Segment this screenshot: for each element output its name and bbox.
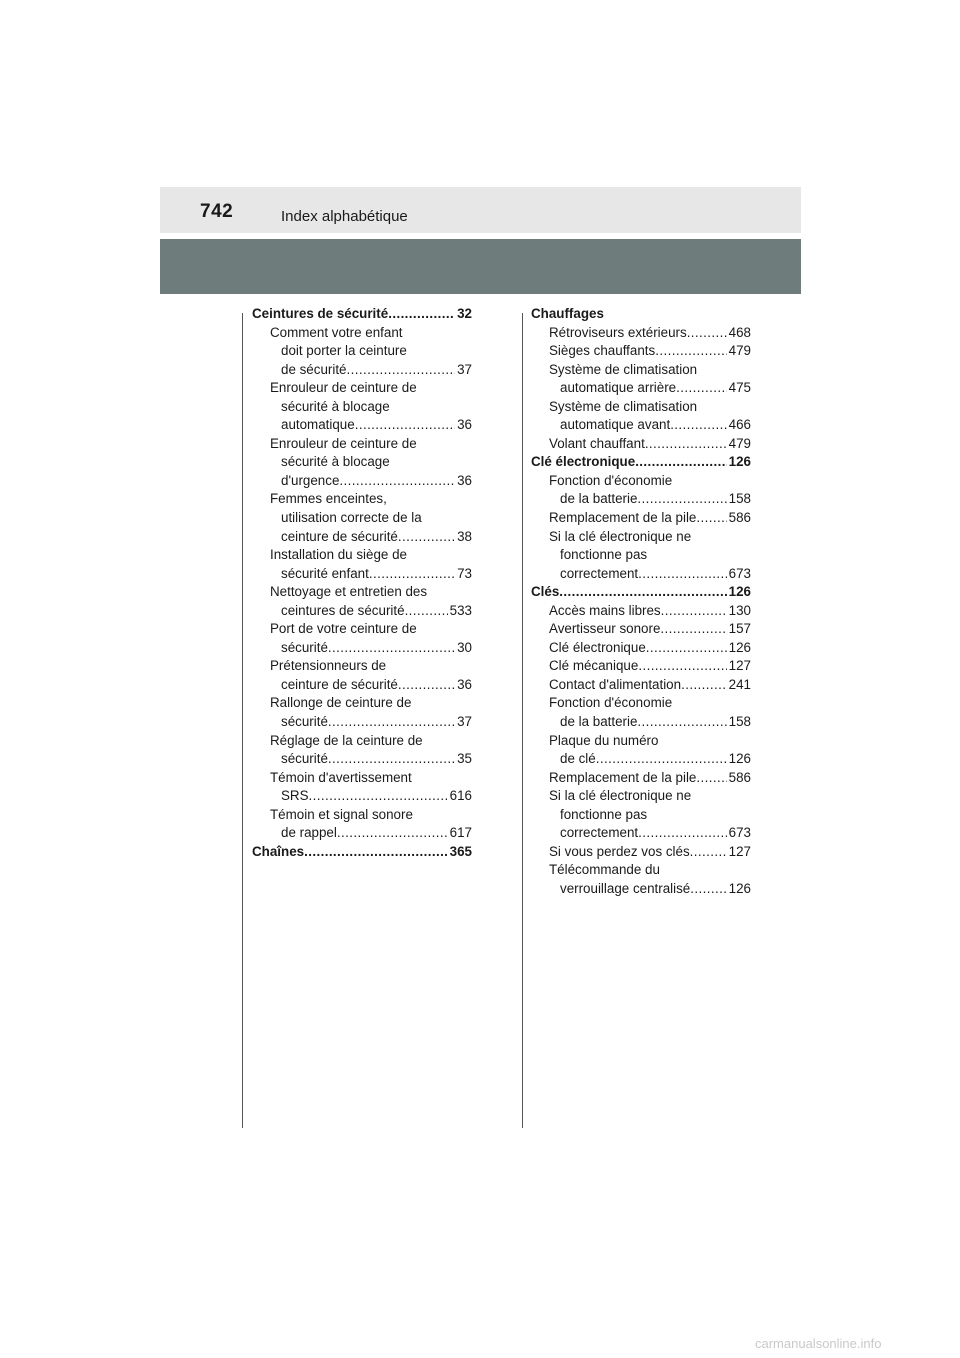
dot-leader [696, 509, 726, 528]
index-subentry [531, 824, 751, 843]
page-reference: 36 [457, 676, 472, 692]
dot-leader [405, 602, 448, 621]
entry-text: utilisation correcte de la [281, 510, 422, 526]
index-entry [531, 305, 751, 324]
entry-text: ceintures de sécurité [281, 602, 405, 618]
index-subentry [252, 620, 472, 639]
index-subentry [531, 565, 751, 584]
dot-leader [687, 324, 727, 343]
index-subentry [531, 509, 751, 528]
dot-leader [328, 639, 455, 658]
index-subentry [252, 769, 472, 788]
entry-text: Clé électronique [549, 639, 646, 655]
entry-text: Prétensionneurs de [270, 658, 387, 674]
page-reference: 126 [728, 639, 751, 655]
page-reference: 586 [728, 510, 751, 526]
entry-text: Remplacement de la pile [549, 769, 697, 785]
index-subentry [252, 361, 472, 380]
dot-leader [337, 824, 448, 843]
page-reference: 533 [449, 602, 472, 618]
entry-text: Si vous perdez vos clés [549, 843, 690, 859]
page-reference: 126 [728, 880, 751, 896]
page-reference: 36 [457, 417, 472, 433]
dot-leader [339, 472, 455, 491]
dot-leader [304, 843, 448, 862]
dot-leader [638, 824, 727, 843]
entry-text: fonctionne pas [560, 547, 648, 563]
entry-text: de clé [560, 751, 596, 767]
entry-text: Réglage de la ceinture de [270, 732, 423, 748]
index-subentry [252, 694, 472, 713]
entry-text: de rappel [281, 825, 337, 841]
entry-text: Système de climatisation [549, 398, 698, 414]
page-reference: 126 [728, 751, 751, 767]
entry-text: Ceintures de sécurité [252, 306, 389, 321]
watermark: carmanualsonline.info [755, 1336, 882, 1351]
dot-leader [690, 843, 727, 862]
index-subentry [531, 546, 751, 565]
page-reference: 32 [457, 306, 472, 321]
entry-text: Témoin et signal sonore [270, 806, 413, 822]
page-reference: 479 [728, 435, 751, 451]
index-subentry [531, 806, 751, 825]
dot-leader [635, 453, 726, 472]
page-reference: 73 [457, 565, 472, 581]
dot-leader [355, 416, 455, 435]
entry-text: Avertisseur sonore [549, 621, 661, 637]
index-subentry [252, 583, 472, 602]
index-subentry [252, 472, 472, 491]
page-reference: 468 [728, 324, 751, 340]
index-subentry [531, 620, 751, 639]
header-banner [160, 239, 801, 294]
index-subentry [531, 602, 751, 621]
column-divider-left [242, 313, 243, 1128]
index-subentry [531, 528, 751, 547]
index-subentry [252, 732, 472, 751]
index-subentry [252, 602, 472, 621]
entry-text: Enrouleur de ceinture de [270, 435, 417, 451]
entry-text: de sécurité [281, 361, 347, 377]
entry-text: sécurité [281, 639, 328, 655]
entry-text: Enrouleur de ceinture de [270, 380, 417, 396]
header-bar [160, 187, 801, 233]
page-reference: 673 [728, 565, 751, 581]
section-title: Index alphabétique [281, 208, 408, 225]
index-subentry [252, 639, 472, 658]
entry-text: sécurité [281, 714, 328, 730]
entry-text: Femmes enceintes, [270, 491, 387, 507]
index-column-right [531, 305, 751, 899]
index-subentry [252, 546, 472, 565]
index-subentry [531, 732, 751, 751]
index-subentry [531, 713, 751, 732]
entry-text: Clés [531, 584, 560, 600]
page-reference: 617 [449, 825, 472, 841]
index-subentry [252, 435, 472, 454]
entry-text: Volant chauffant [549, 435, 645, 451]
entry-text: fonctionne pas [560, 806, 648, 822]
dot-leader [645, 435, 727, 454]
page-reference: 130 [728, 602, 751, 618]
index-entry [531, 453, 751, 472]
page-number: 742 [200, 201, 234, 222]
dot-leader [309, 787, 448, 806]
entry-text: Installation du siège de [270, 547, 407, 563]
entry-text: de la batterie [560, 491, 638, 507]
index-subentry [252, 787, 472, 806]
entry-text: Fonction d'économie [549, 472, 673, 488]
index-subentry [531, 639, 751, 658]
index-entry [531, 583, 751, 602]
entry-text: sécurité à blocage [281, 454, 390, 470]
entry-text: Clé mécanique [549, 658, 639, 674]
dot-leader [637, 713, 726, 732]
entry-text: correctement [560, 825, 639, 841]
dot-leader [398, 528, 455, 547]
entry-text: Rallonge de ceinture de [270, 695, 412, 711]
dot-leader [388, 305, 455, 324]
dot-leader [559, 583, 726, 602]
index-subentry [531, 750, 751, 769]
index-subentry [252, 713, 472, 732]
page-reference: 35 [457, 751, 472, 767]
entry-text: automatique avant [560, 417, 671, 433]
index-subentry [252, 453, 472, 472]
entry-text: Témoin d'avertissement [270, 769, 412, 785]
entry-text: Système de climatisation [549, 361, 698, 377]
index-subentry [252, 416, 472, 435]
entry-text: sécurité à blocage [281, 398, 390, 414]
index-subentry [531, 843, 751, 862]
entry-text: Télécommande du [549, 862, 660, 878]
page-reference: 127 [728, 658, 751, 674]
index-subentry [531, 435, 751, 454]
entry-text: Si la clé électronique ne [549, 528, 692, 544]
page-reference: 673 [728, 825, 751, 841]
index-subentry [531, 694, 751, 713]
dot-leader [369, 565, 455, 584]
entry-text: doit porter la ceinture [281, 343, 407, 359]
dot-leader [646, 639, 727, 658]
index-subentry [252, 806, 472, 825]
dot-leader [398, 676, 455, 695]
dot-leader [660, 620, 726, 639]
dot-leader [328, 713, 455, 732]
entry-text: Si la clé électronique ne [549, 788, 692, 804]
dot-leader [670, 416, 726, 435]
index-subentry [531, 880, 751, 899]
page-reference: 158 [728, 491, 751, 507]
entry-text: sécurité enfant [281, 565, 369, 581]
page-reference: 586 [728, 769, 751, 785]
index-subentry [252, 342, 472, 361]
index-subentry [531, 657, 751, 676]
dot-leader [638, 657, 726, 676]
entry-text: Chaînes [252, 843, 305, 859]
entry-text: correctement [560, 565, 639, 581]
index-subentry [252, 750, 472, 769]
index-subentry [252, 676, 472, 695]
entry-text: Port de votre ceinture de [270, 621, 417, 637]
page-reference: 466 [728, 417, 751, 433]
entry-text: Accès mains libres [549, 602, 661, 618]
entry-text: Fonction d'économie [549, 695, 673, 711]
index-subentry [252, 324, 472, 343]
entry-text: automatique arrière [560, 380, 677, 396]
entry-text: Clé électronique [531, 454, 636, 470]
dot-leader [347, 361, 456, 380]
page-reference: 616 [449, 788, 472, 804]
entry-text: ceinture de sécurité [281, 528, 398, 544]
index-subentry [252, 379, 472, 398]
index-entry [252, 843, 472, 862]
entry-text: automatique [281, 417, 355, 433]
page-reference: 365 [449, 843, 472, 859]
entry-text: verrouillage centralisé [560, 880, 691, 896]
index-subentry [531, 379, 751, 398]
index-subentry [531, 676, 751, 695]
entry-text: Sièges chauffants [549, 343, 656, 359]
dot-leader [637, 490, 726, 509]
dot-leader [661, 602, 727, 621]
index-subentry [252, 490, 472, 509]
index-entry [252, 305, 472, 324]
index-subentry [252, 824, 472, 843]
page-reference: 38 [457, 528, 472, 544]
page-reference: 37 [457, 361, 472, 377]
entry-text: sécurité [281, 751, 328, 767]
entry-text: de la batterie [560, 714, 638, 730]
entry-text: Comment votre enfant [270, 324, 403, 340]
page-reference: 157 [728, 621, 751, 637]
page-reference: 475 [728, 380, 751, 396]
index-subentry [252, 565, 472, 584]
index-subentry [531, 861, 751, 880]
dot-leader [690, 880, 726, 899]
page-reference: 126 [728, 584, 751, 600]
dot-leader [638, 565, 727, 584]
dot-leader [328, 750, 455, 769]
index-subentry [531, 324, 751, 343]
index-subentry [252, 657, 472, 676]
index-subentry [252, 398, 472, 417]
index-subentry [531, 769, 751, 788]
dot-leader [596, 750, 727, 769]
column-divider-middle [522, 313, 523, 1128]
page-reference: 158 [728, 714, 751, 730]
dot-leader [676, 379, 727, 398]
page-reference: 30 [457, 639, 472, 655]
index-subentry [531, 787, 751, 806]
entry-text: Plaque du numéro [549, 732, 659, 748]
entry-text: SRS [281, 788, 309, 804]
dot-leader [681, 676, 727, 695]
index-subentry [531, 361, 751, 380]
index-subentry [531, 490, 751, 509]
entry-text: d'urgence [281, 472, 340, 488]
page-reference: 241 [728, 676, 751, 692]
entry-text: Chauffages [531, 306, 604, 321]
page-reference: 127 [728, 843, 751, 859]
entry-text: ceinture de sécurité [281, 676, 398, 692]
index-subentry [531, 416, 751, 435]
page-reference: 126 [728, 454, 751, 470]
index-column-left [252, 305, 472, 861]
index-subentry [531, 472, 751, 491]
index-subentry [252, 509, 472, 528]
index-subentry [531, 342, 751, 361]
page-reference: 37 [457, 714, 472, 730]
dot-leader [696, 769, 726, 788]
entry-text: Remplacement de la pile [549, 510, 697, 526]
page-reference: 36 [457, 472, 472, 488]
dot-leader [655, 342, 726, 361]
entry-text: Contact d'alimentation [549, 676, 682, 692]
index-subentry [252, 528, 472, 547]
entry-text: Rétroviseurs extérieurs [549, 324, 687, 340]
index-subentry [531, 398, 751, 417]
page-reference: 479 [728, 343, 751, 359]
entry-text: Nettoyage et entretien des [270, 584, 428, 600]
